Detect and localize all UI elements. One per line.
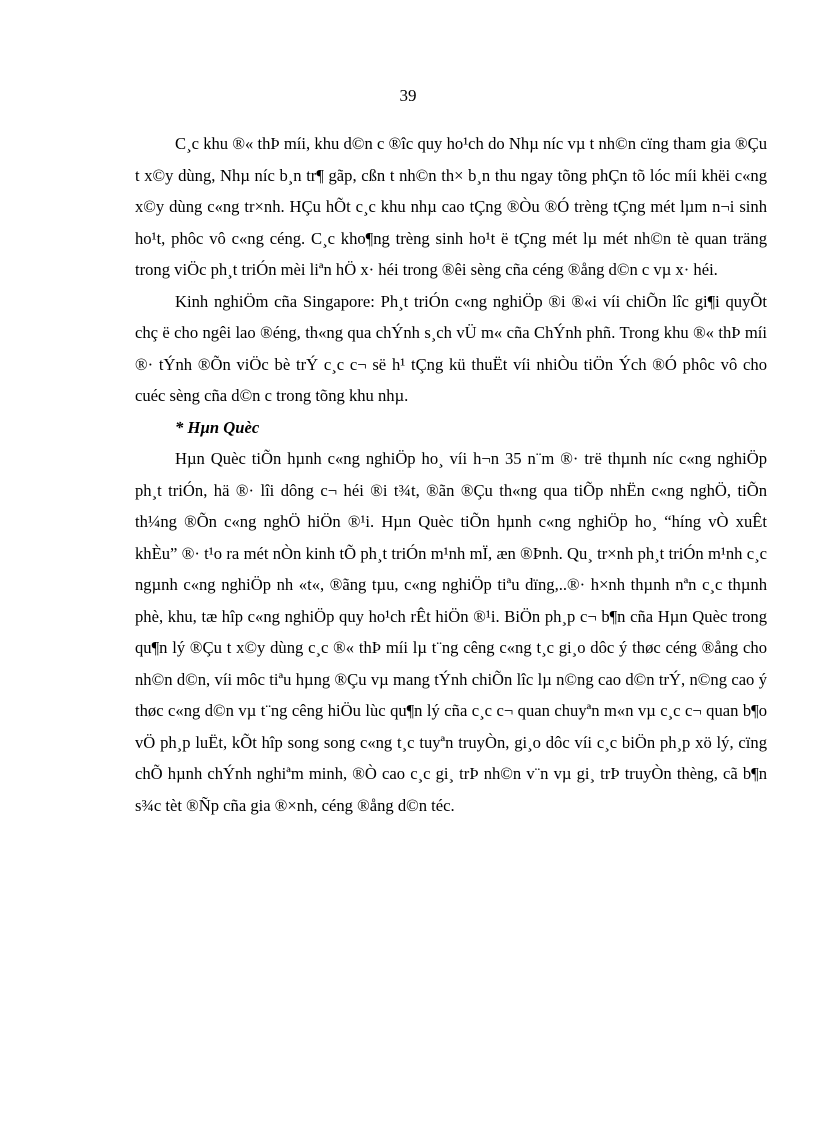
paragraph-singapore: Kinh nghiÖm cña Singapore: Ph¸t triÓn c«ng nghiÖp ®i ®«i víi chiÕn lîc gi¶i quyÕt chç ë cho ngêi lao ®éng, th«ng qua chÝnh s¸ch vÜ m« cña ChÝnh phñ. Trong khu ®« thÞ míi ®· tÝnh ®Õn viÖc bè trÝ c¸c c¬ së h¹ tÇng kü thuËt víi nhiÒu tiÖn Ých ®Ó phôc vô cho cuéc sèng cña d©n c trong tõng khu nhµ.	[135, 291, 767, 405]
page-number: 39	[399, 86, 417, 105]
section-heading-korea: * Hµn Quèc	[175, 417, 260, 437]
paragraph-urban-areas: C¸c khu ®« thÞ míi, khu d©n c ®îc quy ho¹ch do Nhµ níc vµ t nh©n cïng tham gia ®Çu t x©y dùng, Nhµ níc b¸n tr¶ gãp, cßn t nh©n th× b¸n thu ngay tõng phÇn tõ lóc míi khëi c«ng x©y dùng c«ng tr×nh. HÇu hÕt c¸c khu nhµ cao tÇng ®Òu ®Ó trèng tÇng mét lµm n¬i sinh ho¹t, phôc vô c«ng céng. C¸c kho¶ng trèng sinh ho¹t ë tÇng mét lµ mét nh©n tè quan träng trong viÖc ph¸t triÓn mèi liªn hÖ x· héi trong ®êi sèng cña céng ®ång d©n c vµ x· héi.	[135, 134, 767, 279]
paragraph-korea: Hµn Quèc tiÕn hµnh c«ng nghiÖp ho¸ víi h¬n 35 n¨m ®· trë thµnh níc c«ng nghiÖp ph¸t triÓn, hä ®· lîi dông c¬ héi ®i t¾t, ®ãn ®Çu th«ng qua tiÕp nhËn c«ng nghÖ, tiÕn th¼ng ®Õn c«ng nghÖ hiÖn ®¹i. Hµn Quèc tiÕn hµnh c«ng nghiÖp ho¸ “híng vÒ xuÊt khÈu” ®· t¹o ra mét nÒn kinh tÕ ph¸t triÓn m¹nh mÏ, æn ®Þnh. Qu¸ tr×nh ph¸t triÓn m¹nh c¸c ngµnh c«ng nghiÖp nh «t«, ®ãng tµu, c«ng nghiÖp tiªu dïng,..®· h×nh thµnh nªn c¸c thµnh phè, khu, tæ hîp c«ng nghiÖp quy ho¹ch rÊt hiÖn ®¹i. BiÖn ph¸p c¬ b¶n cña Hµn Quèc trong qu¶n lý ®Çu t x©y dùng c¸c ®« thÞ míi lµ t¨ng cêng c«ng t¸c gi¸o dôc ý thøc céng ®ång cho nh©n d©n, víi môc tiªu hµng ®Çu vµ mang tÝnh chiÕn lîc lµ n©ng cao d©n trÝ, n©ng cao ý thøc c«ng d©n vµ t¨ng cêng hiÖu lùc qu¶n lý cña c¸c c¬ quan chuyªn m«n vµ c¸c c¬ quan b¶o vÖ ph¸p luËt, kÕt hîp song song c«ng t¸c tuyªn truyÒn, gi¸o dôc víi c¸c biÖn ph¸p xö lý, cïng chÕ hµnh chÝnh nghiªm minh, ®Ò cao c¸c gi¸ trÞ nh©n v¨n vµ gi¸ trÞ truyÒn thèng, cã b¶n s¾c tèt ®Ñp cña gia ®×nh, céng ®ång d©n téc.	[135, 449, 767, 815]
page-body	[135, 128, 767, 821]
